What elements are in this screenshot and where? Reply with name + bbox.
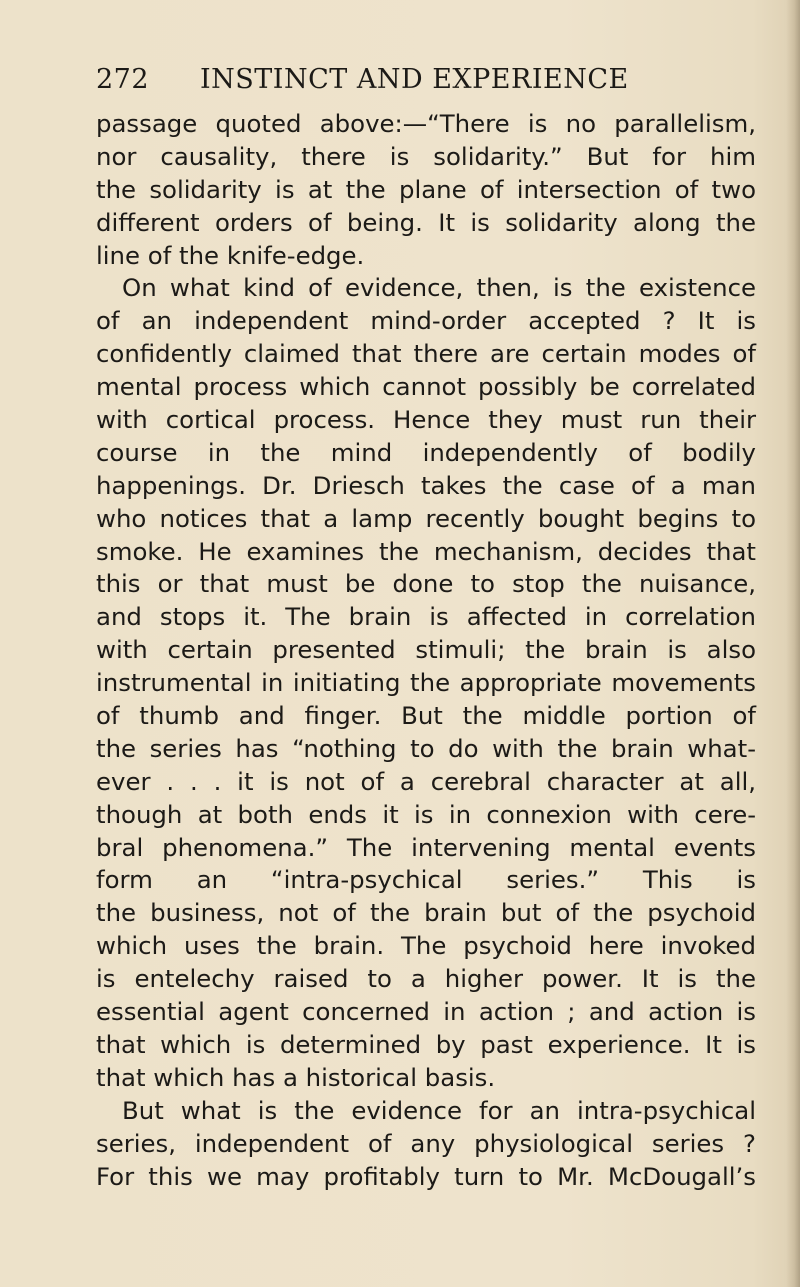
text-line: But what is the evidence for an intra-psychical	[122, 1095, 756, 1125]
text-line: mental process which cannot possibly be correlated	[96, 372, 756, 402]
text-line: this or that must be done to stop the nuisance,	[96, 569, 756, 599]
text-line: the business, not of the brain but of the psychoid	[96, 898, 756, 928]
text-line: who notices that a lamp recently bought begins to	[96, 503, 756, 533]
text-line: For this we may profitably turn to Mr. McDougall’s	[96, 1161, 756, 1191]
text-line: smoke. He examines the mechanism, decides that	[96, 536, 756, 566]
text-line: different orders of being. It is solidarity along the	[96, 207, 756, 237]
text-line: passage quoted above:—“There is no parallelism,	[96, 109, 756, 138]
text-line: line of the knife-edge.	[96, 240, 365, 270]
text-line: confidently claimed that there are certain modes of	[96, 339, 756, 369]
body-text	[96, 108, 756, 1193]
text-line: that which has a historical basis.	[96, 1062, 496, 1092]
running-header	[96, 60, 756, 100]
text-line: of thumb and finger. But the middle portion of	[96, 701, 756, 731]
text-line: that which is determined by past experience. It is	[96, 1029, 756, 1059]
text-line: series, independent of any physiological series ?	[96, 1128, 756, 1158]
text-line: of an independent mind-order accepted ? It is	[96, 306, 756, 336]
page-number: 272	[96, 64, 150, 95]
text-line: essential agent concerned in action ; and action is	[96, 997, 756, 1027]
text-line: is entelechy raised to a higher power. It is the	[96, 964, 756, 994]
text-line: instrumental in initiating the appropriate movements	[96, 668, 756, 698]
text-line: and stops it. The brain is affected in correlation	[96, 602, 756, 632]
text-line: nor causality, there is solidarity.” But for him	[96, 141, 756, 171]
text-line: with certain presented stimuli; the brain is also	[96, 635, 756, 665]
running-title: INSTINCT AND EXPERIENCE	[200, 64, 629, 95]
text-line: form an “intra-psychical series.” This is	[96, 865, 756, 895]
text-line: which uses the brain. The psychoid here invoked	[96, 931, 756, 961]
text-line: the solidarity is at the plane of intersection of two	[96, 174, 756, 204]
text-line: though at both ends it is in connexion with cere-	[96, 799, 756, 829]
text-line: On what kind of evidence, then, is the existence	[122, 273, 756, 303]
text-line: with cortical process. Hence they must run their	[96, 405, 756, 435]
page-edge-shadow	[786, 0, 800, 1287]
text-line: the series has “nothing to do with the brain what-	[96, 733, 756, 763]
text-line: happenings. Dr. Driesch takes the case of a man	[96, 470, 756, 500]
text-line: bral phenomena.” The intervening mental events	[96, 832, 756, 862]
text-line: course in the mind independently of bodily	[96, 437, 756, 467]
text-line: ever . . . it is not of a cerebral character at all,	[96, 766, 756, 796]
